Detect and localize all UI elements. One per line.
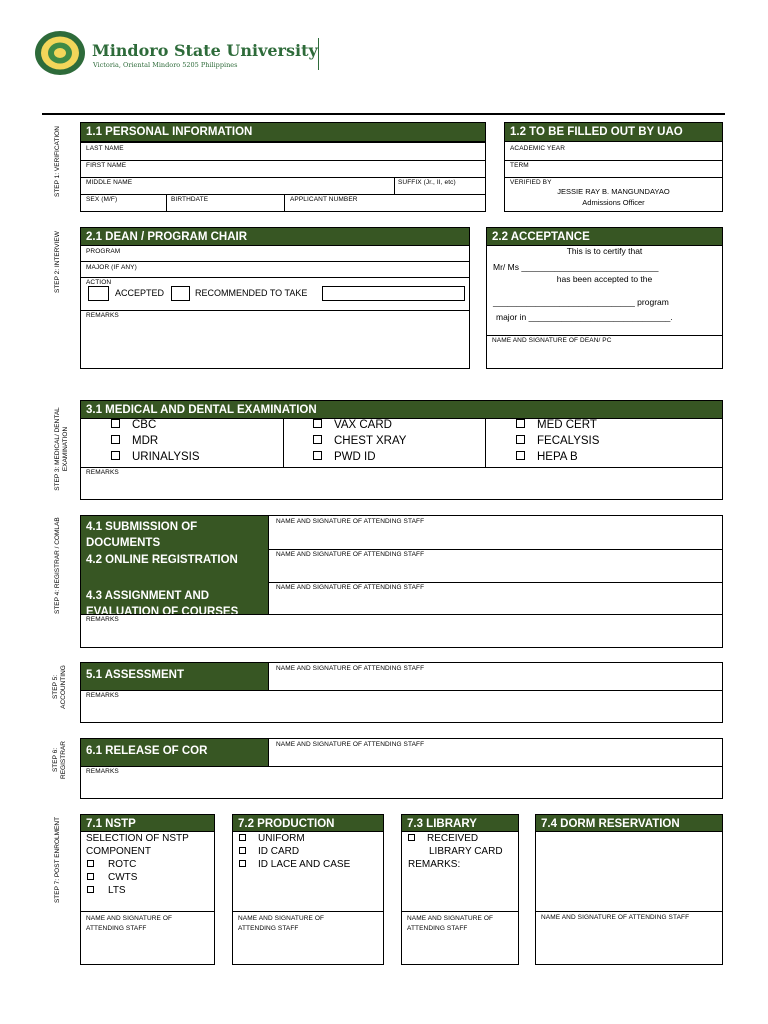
step7-label: STEP 7: POST ENROLMENT [54, 816, 61, 904]
sex-field[interactable]: SEX (M/F) [86, 196, 118, 203]
university-name: Mindoro State University [92, 41, 318, 60]
library-remarks-label: REMARKS: [408, 859, 461, 870]
library-card-checkbox[interactable]: RECEIVED [408, 833, 478, 844]
release-remarks-field[interactable]: REMARKS [86, 768, 119, 775]
acceptance-line5: major in ______________________________. [496, 312, 673, 322]
acceptance-line3: has been accepted to the [556, 274, 653, 284]
registrar-comlab-section [80, 515, 723, 648]
rotc-checkbox[interactable]: ROTC [87, 859, 136, 870]
step6-label: STEP 6: REGISTRAR [52, 741, 67, 779]
production-title: 7.2 PRODUCTION [233, 815, 383, 832]
major-field[interactable]: MAJOR (IF ANY) [86, 264, 137, 271]
officer-name: JESSIE RAY B. MANGUNDAYAO [557, 187, 670, 196]
registrar-remarks-field[interactable]: REMARKS [86, 616, 119, 623]
nstp-title: 7.1 NSTP [81, 815, 214, 832]
assessment-staff-field[interactable]: NAME AND SIGNATURE OF ATTENDING STAFF [276, 665, 425, 672]
personal-information-title: 1.1 PERSONAL INFORMATION [81, 123, 485, 142]
production-section [232, 814, 384, 965]
library-card-label: LIBRARY CARD [429, 846, 503, 857]
dean-program-chair-section [80, 227, 470, 369]
library-section [401, 814, 519, 965]
urinalysis-checkbox[interactable]: URINALYSIS [111, 451, 200, 463]
medical-dental-title: 3.1 MEDICAL AND DENTAL EXAMINATION [81, 401, 722, 419]
officer-title: Admissions Officer [582, 198, 645, 207]
cwts-checkbox[interactable]: CWTS [87, 872, 137, 883]
dorm-reservation-section [535, 814, 723, 965]
mdr-checkbox[interactable]: MDR [111, 435, 158, 447]
uao-section [504, 122, 723, 212]
release-staff-field[interactable]: NAME AND SIGNATURE OF ATTENDING STAFF [276, 741, 425, 748]
nstp-section [80, 814, 215, 965]
recommended-checkbox[interactable] [171, 286, 190, 301]
medical-remarks-field[interactable]: REMARKS [86, 469, 119, 476]
release-of-cor-title: 6.1 RELEASE OF COR [81, 739, 268, 766]
dean-remarks-field[interactable]: REMARKS [86, 312, 119, 319]
header-rule [42, 113, 725, 115]
accepted-label: ACCEPTED [115, 288, 165, 298]
assessment-section [80, 662, 723, 723]
acceptance-section [486, 227, 723, 369]
med-cert-checkbox[interactable]: MED CERT [516, 419, 597, 431]
release-of-cor-section [80, 738, 723, 799]
fecalysis-checkbox[interactable]: FECALYSIS [516, 435, 599, 447]
verified-by-label: VERIFIED BY [510, 179, 552, 186]
assessment-title: 5.1 ASSESSMENT [81, 663, 268, 690]
production-staff-field[interactable]: NAME AND SIGNATURE OF ATTENDING STAFF [238, 915, 325, 932]
assessment-remarks-field[interactable]: REMARKS [86, 692, 119, 699]
online-registration-cell: 4.2 ONLINE REGISTRATION [81, 549, 268, 582]
nstp-line1: SELECTION OF NSTP [86, 833, 189, 844]
last-name-field[interactable]: LAST NAME [86, 145, 124, 152]
submission-of-documents-cell: 4.1 SUBMISSION OF DOCUMENTS [81, 516, 268, 549]
dorm-staff-field[interactable]: NAME AND SIGNATURE OF ATTENDING STAFF [541, 914, 690, 921]
cbc-checkbox[interactable]: CBC [111, 419, 156, 431]
header-divider-vertical [318, 38, 319, 70]
dean-program-chair-title: 2.1 DEAN / PROGRAM CHAIR [81, 228, 469, 246]
academic-year-field[interactable]: ACADEMIC YEAR [510, 145, 565, 152]
university-address: Victoria, Oriental Mindoro 5205 Philippines [93, 61, 238, 69]
uniform-checkbox[interactable]: UNIFORM [239, 833, 305, 844]
id-lace-checkbox[interactable]: ID LACE AND CASE [239, 859, 350, 870]
vax-card-checkbox[interactable]: VAX CARD [313, 419, 392, 431]
assignment-staff-field[interactable]: NAME AND SIGNATURE OF ATTENDING STAFF [276, 584, 425, 591]
middle-name-field[interactable]: MIDDLE NAME [86, 179, 133, 186]
nstp-line2: COMPONENT [86, 846, 151, 857]
first-name-field[interactable]: FIRST NAME [86, 162, 127, 169]
step5-label: STEP 5: ACCOUNTING [52, 665, 67, 709]
acceptance-line4: ______________________________ program [493, 297, 669, 307]
term-field[interactable]: TERM [510, 162, 529, 169]
library-staff-field[interactable]: NAME AND SIGNATURE OF ATTENDING STAFF [407, 915, 494, 932]
acceptance-title: 2.2 ACCEPTANCE [487, 228, 722, 246]
acceptance-line2: Mr/ Ms _____________________________ [493, 262, 659, 272]
acceptance-line1: This is to certify that [566, 246, 643, 256]
hepa-b-checkbox[interactable]: HEPA B [516, 451, 578, 463]
university-seal [34, 30, 86, 76]
assignment-evaluation-cell: 4.3 ASSIGNMENT AND EVALUATION OF COURSES [81, 582, 268, 614]
lts-checkbox[interactable]: LTS [87, 885, 126, 896]
uao-title: 1.2 TO BE FILLED OUT BY UAO [505, 123, 722, 142]
online-registration-staff-field[interactable]: NAME AND SIGNATURE OF ATTENDING STAFF [276, 551, 425, 558]
dorm-reservation-title: 7.4 DORM RESERVATION [536, 815, 722, 832]
recommended-input[interactable] [322, 286, 465, 301]
birthdate-field[interactable]: BIRTHDATE [171, 196, 209, 203]
nstp-staff-field[interactable]: NAME AND SIGNATURE OF ATTENDING STAFF [86, 915, 173, 932]
step3-label: STEP 3: MEDICAL/ DENTAL EXAMINATION [54, 407, 69, 491]
pwd-id-checkbox[interactable]: PWD ID [313, 451, 376, 463]
recommended-label: RECOMMENDED TO TAKE [195, 288, 308, 298]
chest-xray-checkbox[interactable]: CHEST XRAY [313, 435, 406, 447]
library-title: 7.3 LIBRARY [402, 815, 518, 832]
action-label: ACTION [86, 279, 112, 286]
applicant-number-field[interactable]: APPLICANT NUMBER [290, 196, 358, 203]
step2-label: STEP 2: INTERVIEW [54, 231, 61, 293]
dean-signature-field[interactable]: NAME AND SIGNATURE OF DEAN/ PC [492, 337, 612, 344]
id-card-checkbox[interactable]: ID CARD [239, 846, 299, 857]
suffix-field[interactable]: SUFFIX (Jr., II, etc) [398, 179, 456, 186]
submission-staff-field[interactable]: NAME AND SIGNATURE OF ATTENDING STAFF [276, 518, 425, 525]
step4-label: STEP 4: REGISTRAR / COMLAB [54, 517, 61, 614]
medical-dental-section [80, 400, 723, 500]
program-field[interactable]: PROGRAM [86, 248, 121, 255]
step1-label: STEP 1: VERIFICATION [54, 126, 61, 197]
accepted-checkbox[interactable] [88, 286, 109, 301]
personal-information-section [80, 122, 486, 212]
